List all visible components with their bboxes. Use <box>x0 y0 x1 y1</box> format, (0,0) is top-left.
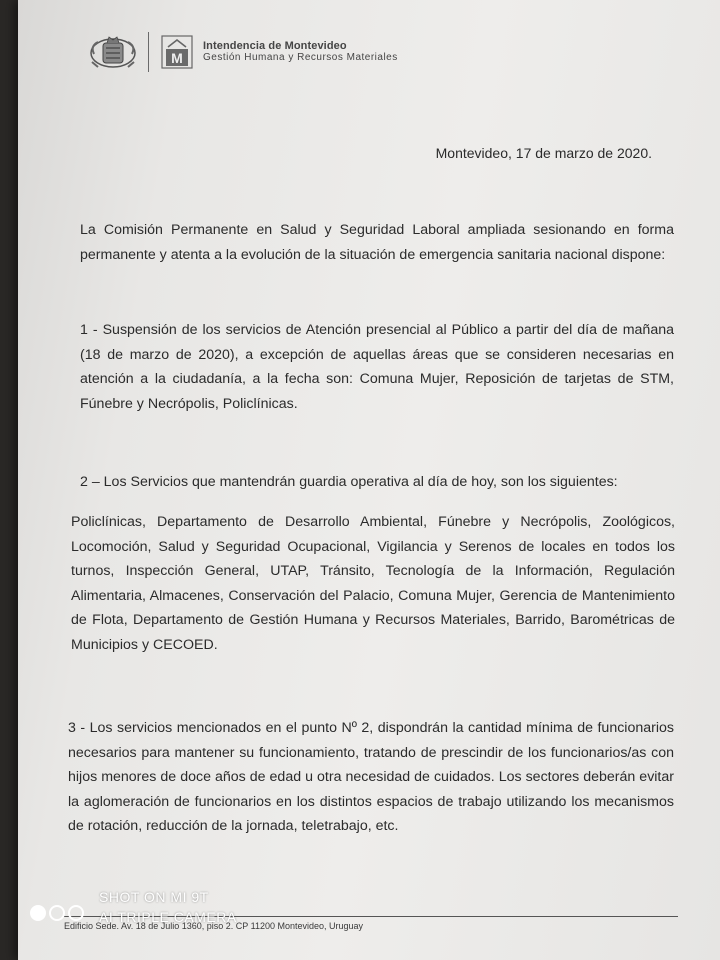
point-3-paragraph: 3 - Los servicios mencionados en el punto Nº 2, dispondrán la cantidad mínima de funcionarios necesarios para mantener su funcionamiento, tratando de prescindir de los funcionarios/as con hijos menores de doce años de edad u otra necesidad de cuidados. Los sectores deberán evitar la aglomeración de funcionarios en los distintos espacios de trabajo utilizando los mecanismos de rotación, reducción de la jornada, teletrabajo, etc. <box>68 720 674 834</box>
camera-lens-icon <box>30 905 87 921</box>
point-2-services-list: Policlínicas, Departamento de Desarrollo Ambiental, Fúnebre y Necrópolis, Zoológicos, Locomoción, Salud y Seguridad Ocupacional, Vigilancia y Serenos de locales en todos los turnos, Inspección General, UTAP, Tránsito, Tecnología de la Información, Regulación Alimentaria, Almacenes, Conservación del Palacio, Comuna Mujer, Gerencia de Mantenimiento de Flota, Departamento de Gestión Humana y Recursos Materiales, Barrido, Barométricas de Municipios y CECOED. <box>71 514 675 653</box>
org-department: Gestión Humana y Recursos Materiales <box>203 52 398 63</box>
intro-paragraph: La Comisión Permanente en Salud y Seguridad Laboral ampliada sesionando en forma permanente y atenta a la evolución de la situación de emergencia sanitaria nacional dispone: <box>80 222 674 263</box>
watermark-text <box>99 887 237 927</box>
footer-address: Edificio Sede. Av. 18 de Julio 1360, piso 2. CP 11200 Montevideo, Uruguay <box>64 921 364 931</box>
letterhead <box>88 32 398 72</box>
watermark-line-1: SHOT ON MI 9T <box>99 889 209 905</box>
watermark-line-2: AI TRIPLE CAMERA <box>99 909 237 925</box>
point-2-heading: 2 – Los Servicios que mantendrán guardia operativa al día de hoy, son los siguientes: <box>80 474 618 490</box>
svg-text:M: M <box>171 50 183 66</box>
header-divider <box>148 32 149 72</box>
intendencia-logo-icon <box>161 35 193 69</box>
camera-watermark <box>30 887 237 927</box>
org-title: Intendencia de Montevideo <box>203 40 347 52</box>
point-1-paragraph: 1 - Suspensión de los servicios de Atención presencial al Público a partir del día de mañana (18 de marzo de 2020), a excepción de aquellas áreas que se consideren necesarias en atención a la ciudadanía, a la fecha son: Comuna Mujer, Reposición de tarjetas de STM, Fúnebre y Necrópolis, Policlínicas. <box>80 322 674 412</box>
document-date: Montevideo, 17 de marzo de 2020. <box>435 145 652 161</box>
document-page <box>18 0 720 960</box>
coat-of-arms-icon <box>88 34 138 70</box>
organization-name <box>203 40 398 64</box>
